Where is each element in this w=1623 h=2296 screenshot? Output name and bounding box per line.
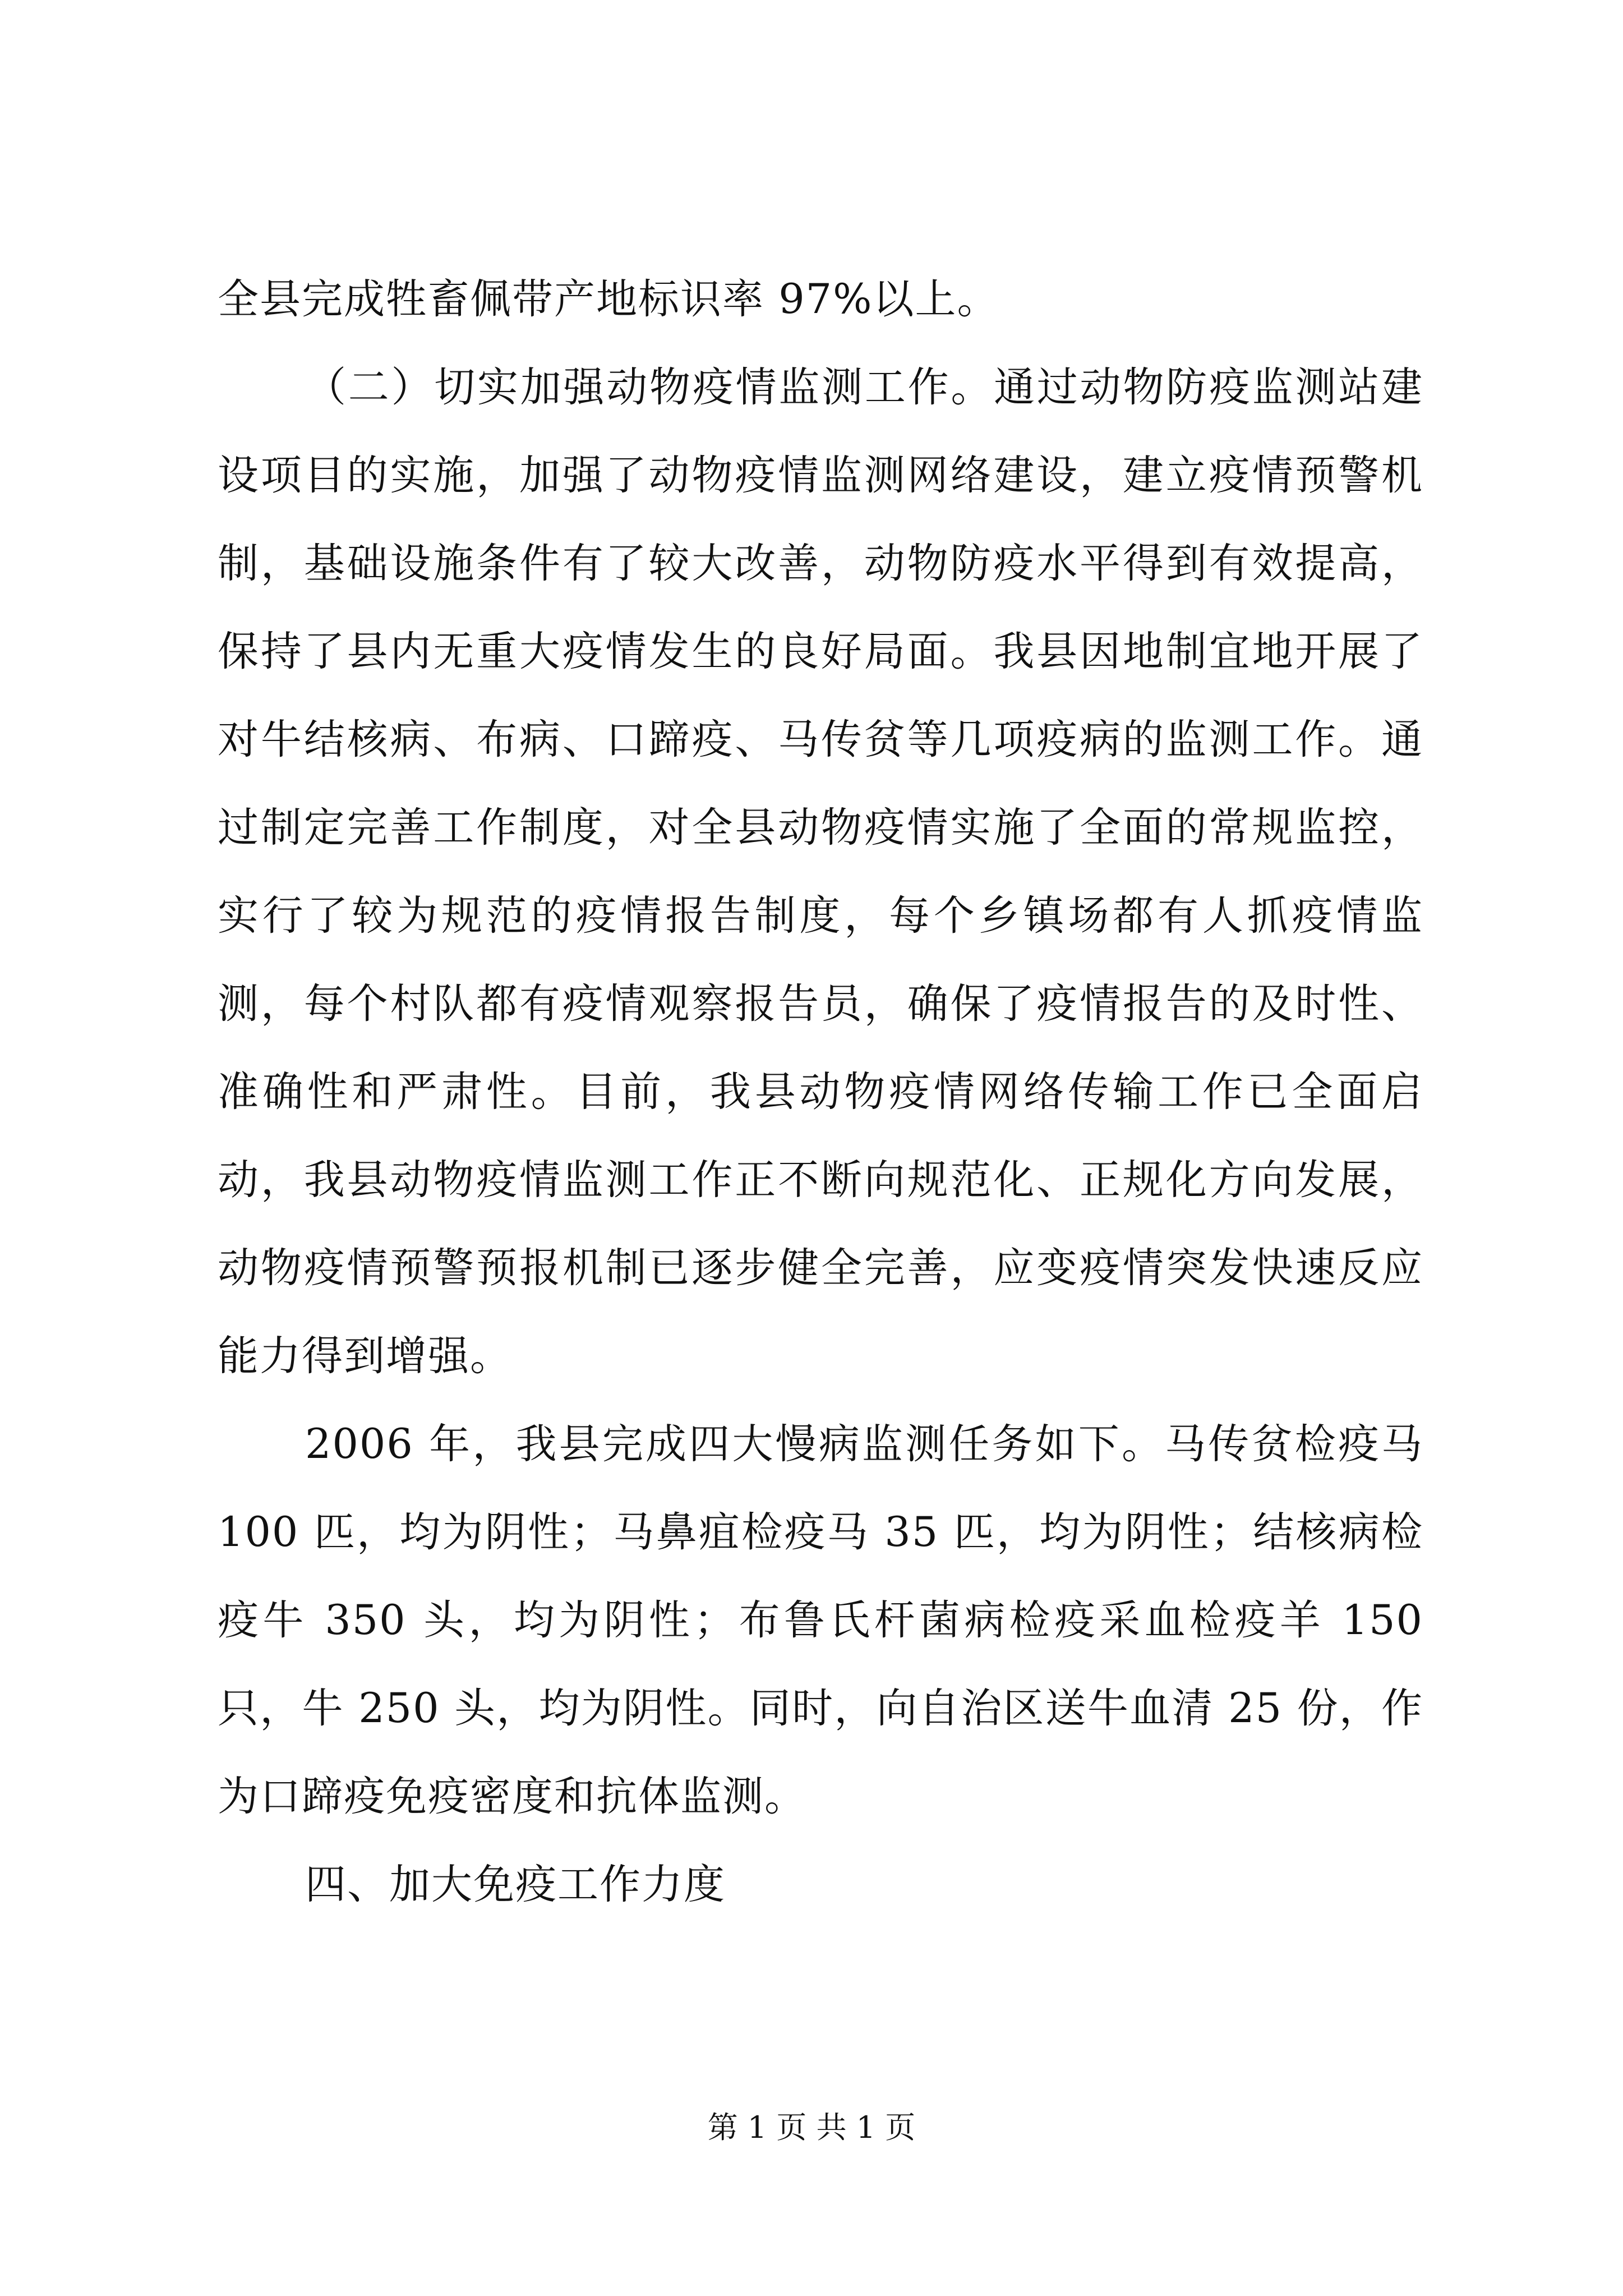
section-heading-immunization: 四、加大免疫工作力度 <box>305 1861 726 1908</box>
paragraph-continuation: 全县完成牲畜佩带产地标识率 97%以上。 <box>218 275 999 323</box>
page-number-footer: 第 1 页 共 1 页 <box>707 2110 916 2145</box>
paragraph-2006-monitoring-results: 2006 年，我县完成四大慢病监测任务如下。马传贫检疫马 100 匹，均为阴性；马鼻疽检疫马 35 匹，均为阴性；结核病检疫牛 350 头，均为阴性；布鲁氏杆菌病检疫采血检疫羊 150 只，牛 250 头，均为阴性。同时，向自治区送牛血清 25 份，作为口蹄疫免疫密度和抗体监测。 <box>218 1420 1423 1820</box>
paragraph-epidemic-monitoring: （二）切实加强动物疫情监测工作。通过动物防疫监测站建设项目的实施，加强了动物疫情监测网络建设，建立疫情预警机制，基础设施条件有了较大改善，动物防疫水平得到有效提高，保持了县内无重大疫情发生的良好局面。我县因地制宜地开展了对牛结核病、布病、口蹄疫、马传贫等几项疫病的监测工作。通过制定完善工作制度，对全县动物疫情实施了全面的常规监控，实行了较为规范的疫情报告制度，每个乡镇场都有人抓疫情监测，每个村队都有疫情观察报告员，确保了疫情报告的及时性、准确性和严肃性。目前，我县动物疫情网络传输工作已全面启动，我县动物疫情监测工作正不断向规范化、正规化方向发展，动物疫情预警预报机制已逐步健全完善，应变疫情突发快速反应能力得到增强。 <box>218 364 1423 1380</box>
document-body <box>218 255 1423 1929</box>
